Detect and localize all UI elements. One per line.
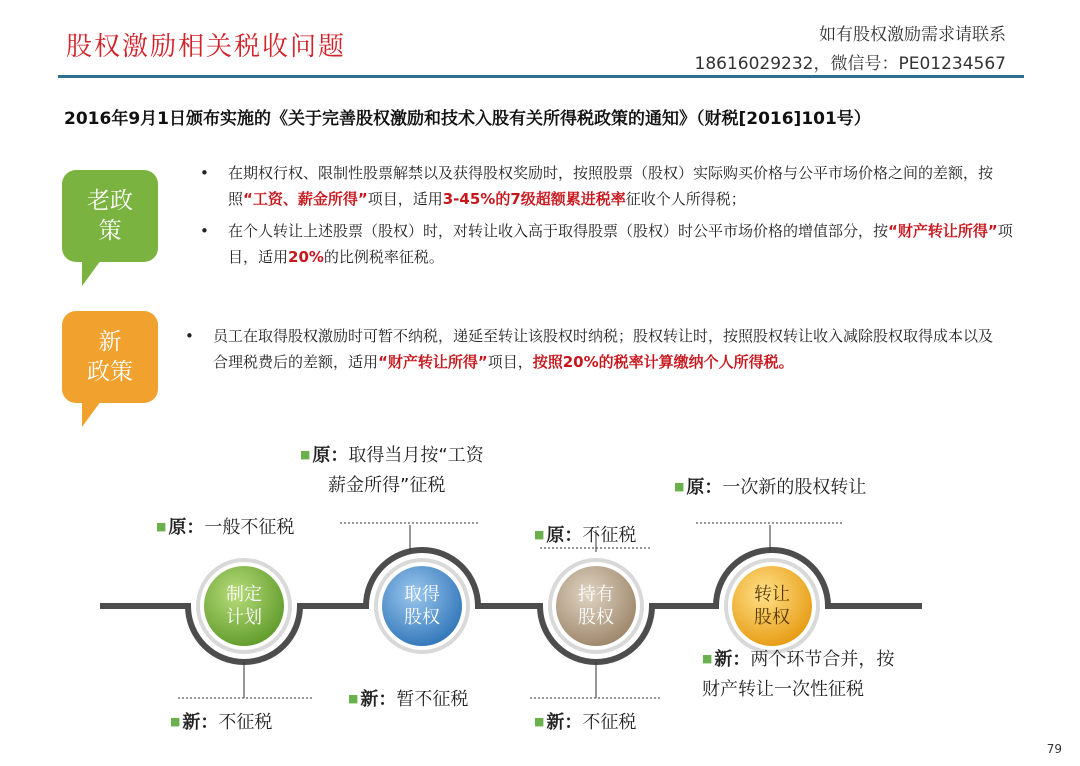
tax-timeline-diagram bbox=[0, 430, 1080, 740]
orig-prefix: 原： bbox=[168, 517, 205, 538]
orig-prefix: 原： bbox=[686, 477, 723, 498]
bullet-dot: • bbox=[200, 222, 209, 240]
orig-text: 取得当月按“工资 bbox=[348, 445, 484, 466]
bullet-square-icon: ■ bbox=[348, 692, 359, 705]
stage-hold-label bbox=[551, 583, 641, 629]
orig-label-plan bbox=[156, 512, 294, 543]
stage-acquire-label bbox=[377, 583, 467, 629]
new-policy-label-line1: 新 bbox=[98, 329, 122, 355]
old-policy-badge bbox=[62, 170, 158, 262]
page-title: 股权激励相关税收问题 bbox=[66, 32, 347, 62]
bullet-square-icon: ■ bbox=[156, 520, 167, 533]
new-label-transfer bbox=[702, 644, 894, 705]
orig-text: 一般不征税 bbox=[204, 517, 295, 538]
old-policy-bullet-1 bbox=[200, 160, 1028, 212]
stage-plan-line2: 计划 bbox=[226, 607, 262, 628]
new-text: 暂不征税 bbox=[396, 689, 469, 710]
new-text-2: 财产转让一次性征税 bbox=[702, 679, 864, 700]
stage-acquire-line2: 股权 bbox=[404, 607, 440, 628]
bullet-square-icon: ■ bbox=[674, 480, 685, 493]
old-policy-label-line2: 策 bbox=[98, 218, 122, 244]
bullet-text: 的比例税率征税。 bbox=[323, 248, 444, 266]
new-text: 不征税 bbox=[218, 712, 273, 733]
bullet-text: 项目，适用 bbox=[367, 190, 443, 208]
orig-text: 一次新的股权转让 bbox=[722, 477, 867, 498]
bullet-text: 征收个人所得税； bbox=[625, 190, 746, 208]
stage-transfer-label bbox=[727, 583, 817, 629]
bullet-highlight: 按照20%的税率计算缴纳个人所得税。 bbox=[532, 353, 794, 371]
stage-acquire-line1: 取得 bbox=[404, 584, 440, 605]
new-label-acquire bbox=[348, 684, 468, 715]
orig-prefix: 原： bbox=[312, 445, 349, 466]
new-policy-bullet bbox=[185, 323, 1003, 375]
old-policy-label-line1: 老政 bbox=[87, 188, 133, 214]
bullet-text: 在个人转让上述股票（股权）时，对转让收入高于取得股票（股权）时公平市场价格的增值部分，按 bbox=[228, 222, 889, 240]
new-prefix: 新： bbox=[714, 649, 751, 670]
old-policy-badge-tail bbox=[82, 256, 104, 286]
new-label-hold bbox=[534, 707, 636, 738]
bullet-text: 项目， bbox=[487, 353, 533, 371]
bullet-dot: • bbox=[200, 164, 209, 182]
bullet-square-icon: ■ bbox=[170, 715, 181, 728]
orig-text: 不征税 bbox=[582, 525, 637, 546]
bullet-highlight: “工资、薪金所得” bbox=[243, 190, 368, 208]
new-policy-badge bbox=[62, 311, 158, 403]
stage-transfer-line2: 股权 bbox=[754, 607, 790, 628]
bullet-dot: • bbox=[185, 327, 194, 345]
new-prefix: 新： bbox=[182, 712, 219, 733]
orig-label-transfer bbox=[674, 472, 866, 503]
stage-hold-line1: 持有 bbox=[578, 584, 614, 605]
contact-line-2: 18616029232，微信号：PE01234567 bbox=[694, 54, 1006, 74]
new-text: 不征税 bbox=[582, 712, 637, 733]
new-policy-badge-tail bbox=[82, 397, 104, 427]
new-policy-label-line2: 政策 bbox=[87, 359, 133, 385]
bullet-text: 项目，适用 bbox=[228, 222, 1013, 266]
old-policy-bullet-2 bbox=[200, 218, 1028, 270]
page-number: 79 bbox=[1046, 742, 1062, 756]
contact-line-1: 如有股权激励需求请联系 bbox=[819, 25, 1006, 45]
bullet-text: 在期权行权、限制性股票解禁以及获得股权奖励时，按照股票（股权）实际购买价格与公平市场价格之间的差额，按照 bbox=[228, 164, 994, 208]
bullet-highlight: “财产转让所得” bbox=[888, 222, 998, 240]
bullet-square-icon: ■ bbox=[534, 528, 545, 541]
bullet-highlight: “财产转让所得” bbox=[378, 353, 488, 371]
bullet-square-icon: ■ bbox=[300, 448, 311, 461]
new-prefix: 新： bbox=[360, 689, 397, 710]
header-divider bbox=[58, 75, 1024, 78]
bullet-square-icon: ■ bbox=[534, 715, 545, 728]
stage-hold-line2: 股权 bbox=[578, 607, 614, 628]
orig-prefix: 原： bbox=[546, 525, 583, 546]
stage-plan-label bbox=[199, 583, 289, 629]
orig-label-acquire bbox=[300, 440, 484, 501]
new-text: 两个环节合并，按 bbox=[750, 649, 895, 670]
bullet-text: 员工在取得股权激励时可暂不纳税，递延至转让该股权时纳税；股权转让时，按照股权转让收入减除股权取得成本以及合理税费后的差额，适用 bbox=[213, 327, 994, 371]
bullet-highlight: 20% bbox=[288, 248, 324, 266]
orig-label-hold bbox=[534, 520, 636, 551]
new-prefix: 新： bbox=[546, 712, 583, 733]
stage-transfer-line1: 转让 bbox=[754, 584, 790, 605]
bullet-highlight: 3-45%的7级超额累进税率 bbox=[442, 190, 626, 208]
new-label-plan bbox=[170, 707, 272, 738]
bullet-square-icon: ■ bbox=[702, 652, 713, 665]
section-subtitle: 2016年9月1日颁布实施的《关于完善股权激励和技术入股有关所得税政策的通知》（财税[2016]101号） bbox=[64, 109, 871, 129]
orig-text-2: 薪金所得”征税 bbox=[328, 475, 446, 496]
stage-plan-line1: 制定 bbox=[226, 584, 262, 605]
